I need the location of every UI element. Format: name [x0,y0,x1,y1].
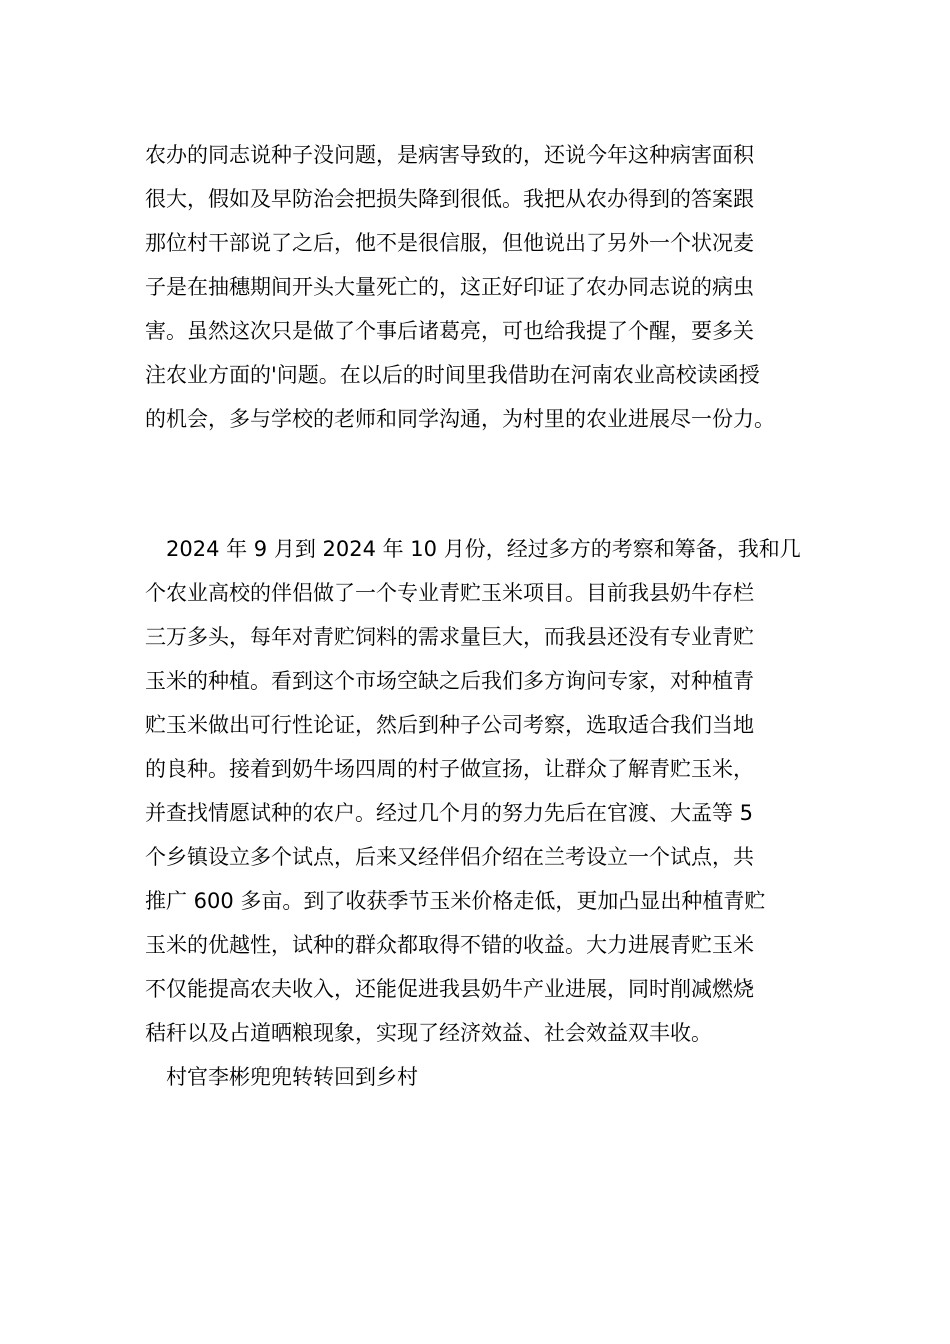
text-line: 三万多头，每年对青贮饲料的需求量巨大，而我县还没有专业青贮 [145,625,754,649]
text-line: 害。虽然这次只是做了个事后诸葛亮，可也给我提了个醒，要多关 [145,319,754,343]
text-line: 的机会，多与学校的老师和同学沟通，为村里的农业进展尽一份力。 [145,407,775,431]
text-line: 不仅能提高农夫收入，还能促进我县奶牛产业进展，同时削减燃烧 [145,977,754,1001]
text-line: 推广 600 多亩。到了收获季节玉米价格走低，更加凸显出种植青贮 [145,889,766,913]
text-line: 2024 年 9 月到 2024 年 10 月份，经过多方的考察和筹备，我和几 [166,537,801,561]
text-line: 注农业方面的'问题。在以后的时间里我借助在河南农业高校读函授 [145,363,760,387]
text-line: 的良种。接着到奶牛场四周的村子做宣扬，让群众了解青贮玉米， [145,757,754,781]
text-line: 农办的同志说种子没问题，是病害导致的，还说今年这种病害面积 [145,143,754,167]
section-heading: 村官李彬兜兜转转回到乡村 [166,1065,418,1089]
text-line: 玉米的种植。看到这个市场空缺之后我们多方询问专家，对种植青 [145,669,754,693]
text-line: 很大，假如及早防治会把损失降到很低。我把从农办得到的答案跟 [145,187,754,211]
text-line: 个农业高校的伴侣做了一个专业青贮玉米项目。目前我县奶牛存栏 [145,581,754,605]
text-line: 贮玉米做出可行性论证，然后到种子公司考察，选取适合我们当地 [145,713,754,737]
text-line: 玉米的优越性，试种的群众都取得不错的收益。大力进展青贮玉米 [145,933,754,957]
text-line: 子是在抽穗期间开头大量死亡的，这正好印证了农办同志说的病虫 [145,275,754,299]
text-line: 秸秆以及占道晒粮现象，实现了经济效益、社会效益双丰收。 [145,1021,712,1045]
text-line: 个乡镇设立多个试点，后来又经伴侣介绍在兰考设立一个试点，共 [145,845,754,869]
text-line: 那位村干部说了之后，他不是很信服，但他说出了另外一个状况麦 [145,231,754,255]
text-line: 并查找情愿试种的农户。经过几个月的努力先后在官渡、大孟等 5 [145,801,754,825]
